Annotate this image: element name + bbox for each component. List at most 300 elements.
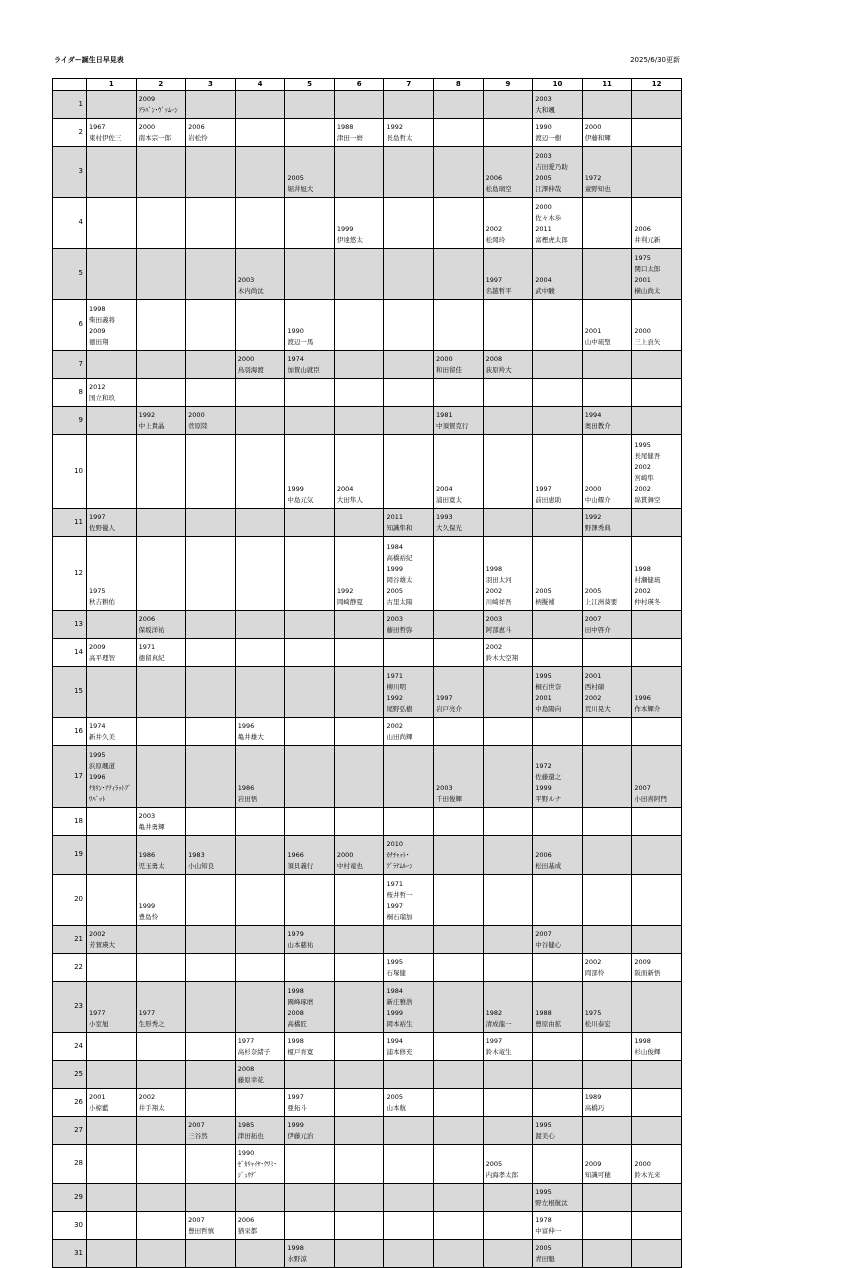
- birth-year: 1990: [287, 327, 304, 335]
- birthday-cell: [235, 1061, 285, 1089]
- birthday-cell: [632, 351, 682, 379]
- birthday-cell: [186, 875, 236, 926]
- birthday-cell: [87, 435, 137, 509]
- rider-name: 羽田太河: [485, 576, 512, 584]
- birthday-cell: [533, 435, 583, 509]
- rider-name: ｶﾅﾁｬｯﾄ･: [386, 851, 410, 859]
- birthday-cell: [533, 147, 583, 198]
- birthday-cell: [136, 875, 186, 926]
- birthday-cell: [235, 639, 285, 667]
- birthday-cell: [632, 836, 682, 875]
- birthday-cell: [186, 379, 236, 407]
- day-label: 13: [53, 611, 87, 639]
- birth-year: 1994: [386, 1037, 404, 1045]
- birthday-cell: [87, 875, 137, 926]
- birth-year: 1972: [584, 174, 602, 182]
- birthday-cell: [632, 91, 682, 119]
- birthday-cell: [285, 351, 335, 379]
- birth-year: 2002: [138, 1093, 156, 1101]
- birthday-cell: [136, 119, 186, 147]
- birth-year: 2002: [634, 485, 651, 493]
- day-label: 4: [53, 198, 87, 249]
- birthday-cell: [384, 351, 434, 379]
- day-row: [53, 954, 682, 982]
- rider-name: 伊達悠太: [336, 236, 363, 244]
- birthday-cell: [483, 537, 533, 611]
- rider-name: 佐藤還之: [535, 773, 562, 781]
- month-header: 9: [483, 79, 533, 91]
- birth-year: 1997: [386, 902, 404, 910]
- day-row: [53, 1212, 682, 1240]
- birth-year: 2007: [188, 1216, 205, 1224]
- rider-name: 岡本裕生: [386, 1020, 413, 1028]
- rider-name: 高橋巧: [584, 1104, 605, 1112]
- birthday-cell: [136, 379, 186, 407]
- birth-year: 2000: [584, 485, 602, 493]
- month-header: 1: [87, 79, 137, 91]
- birthday-cell: [533, 746, 583, 808]
- birthday-cell: [434, 1089, 484, 1117]
- birthday-cell: [334, 1117, 384, 1145]
- birthday-cell: [434, 300, 484, 351]
- rider-name: 佐々木歩: [535, 214, 562, 222]
- rider-name: 松岡玲: [485, 236, 506, 244]
- rider-name: 水野涼: [287, 1255, 307, 1263]
- month-header: 2: [136, 79, 186, 91]
- birthday-cell: [384, 249, 434, 300]
- birthday-cell: [235, 954, 285, 982]
- birth-year: 2004: [535, 276, 552, 284]
- birth-year: 1997: [436, 694, 453, 702]
- birthday-cell: [186, 1089, 236, 1117]
- rider-name: 松田基成: [535, 862, 562, 870]
- birthday-cell: [334, 954, 384, 982]
- birthday-cell: [533, 1212, 583, 1240]
- birthday-cell: [334, 537, 384, 611]
- birthday-cell: [186, 435, 236, 509]
- birthday-cell: [384, 1061, 434, 1089]
- birthday-cell: [186, 667, 236, 718]
- birthday-cell: [582, 198, 632, 249]
- birth-year: 1984: [386, 987, 404, 995]
- birth-year: 2000: [336, 851, 354, 859]
- birth-year: 2003: [535, 95, 552, 103]
- rider-name: 東村伊佐三: [89, 134, 122, 142]
- birthday-cell: [582, 836, 632, 875]
- day-label: 28: [53, 1145, 87, 1184]
- birthday-cell: [483, 1061, 533, 1089]
- birthday-cell: [483, 249, 533, 300]
- birthday-cell: [136, 1117, 186, 1145]
- day-label: 29: [53, 1184, 87, 1212]
- birthday-cell: [632, 1089, 682, 1117]
- rider-name: 亜拓斗: [287, 1104, 307, 1112]
- birthday-cell: [235, 611, 285, 639]
- birth-year: 2012: [89, 383, 106, 391]
- rider-name: 横山尚太: [634, 287, 661, 295]
- birthday-cell: [186, 836, 236, 875]
- birthday-cell: [384, 91, 434, 119]
- birthday-cell: [533, 982, 583, 1033]
- day-row: [53, 808, 682, 836]
- birthday-cell: [434, 147, 484, 198]
- birth-year: 2009: [89, 643, 106, 651]
- birth-year: 1971: [138, 643, 156, 651]
- birthday-cell: [582, 435, 632, 509]
- birth-year: 2003: [138, 812, 156, 820]
- day-label: 18: [53, 808, 87, 836]
- birthday-cell: [384, 435, 434, 509]
- birthday-cell: [136, 509, 186, 537]
- birthday-cell: [285, 808, 335, 836]
- birthday-cell: [632, 808, 682, 836]
- rider-name: 平野ルナ: [535, 795, 562, 803]
- birthday-cell: [285, 746, 335, 808]
- birth-year: 2005: [386, 587, 404, 595]
- birthday-cell: [285, 509, 335, 537]
- rider-name: 三上貢矢: [634, 338, 661, 346]
- birth-year: 1997: [485, 276, 503, 284]
- birthday-cell: [136, 351, 186, 379]
- birthday-cell: [582, 639, 632, 667]
- birthday-cell: [186, 1240, 236, 1268]
- birthday-cell: [87, 249, 137, 300]
- birth-year: 2000: [436, 355, 453, 363]
- birthday-cell: [186, 808, 236, 836]
- rider-name: 岡部怜: [584, 969, 605, 977]
- birthday-cell: [87, 1061, 137, 1089]
- birth-year: 1995: [535, 1188, 552, 1196]
- birthday-cell: [384, 537, 434, 611]
- birthday-cell: [186, 537, 236, 611]
- day-label: 30: [53, 1212, 87, 1240]
- rider-name: 江澤伸哉: [535, 185, 562, 193]
- birthday-cell: [334, 249, 384, 300]
- birthday-cell: [186, 198, 236, 249]
- birth-year: 2002: [634, 463, 651, 471]
- birthday-cell: [483, 875, 533, 926]
- birthday-cell: [186, 1184, 236, 1212]
- day-row: [53, 1145, 682, 1184]
- birthday-cell: [434, 119, 484, 147]
- birthday-cell: [87, 1212, 137, 1240]
- birth-year: 2006: [535, 851, 552, 859]
- birth-year: 2001: [634, 276, 651, 284]
- rider-name: ｾﾞｶﾘｬｲﾔ･ｸﾜﾐ･: [237, 1160, 277, 1168]
- rider-name: 童野知也: [584, 185, 611, 193]
- rider-name: 保坂洋祐: [138, 626, 165, 634]
- birthday-cell: [334, 300, 384, 351]
- birthday-cell: [483, 1212, 533, 1240]
- birthday-cell: [235, 1033, 285, 1061]
- birthday-cell: [632, 1212, 682, 1240]
- rider-name: 山本航: [386, 1104, 406, 1112]
- day-label: 23: [53, 982, 87, 1033]
- birthday-cell: [483, 639, 533, 667]
- birth-year: 2000: [584, 123, 602, 131]
- birthday-cell: [533, 1089, 583, 1117]
- birthday-cell: [186, 509, 236, 537]
- month-header: 6: [334, 79, 384, 91]
- birthday-cell: [334, 119, 384, 147]
- day-label: 27: [53, 1117, 87, 1145]
- rider-name: 小山知良: [188, 862, 215, 870]
- birthday-cell: [483, 1240, 533, 1268]
- day-row: [53, 667, 682, 718]
- rider-name: 西村碩: [584, 683, 605, 691]
- birthday-cell: [285, 667, 335, 718]
- birth-year: 2003: [535, 152, 552, 160]
- birthday-cell: [136, 1089, 186, 1117]
- birthday-cell: [632, 379, 682, 407]
- day-row: [53, 746, 682, 808]
- rider-name: 山本慈祐: [287, 941, 314, 949]
- rider-name: 仲村瑛冬: [634, 598, 661, 606]
- rider-name: 関口太郎: [634, 265, 661, 273]
- day-row: [53, 509, 682, 537]
- birthday-cell: [334, 407, 384, 435]
- birthday-cell: [87, 1145, 137, 1184]
- birthday-cell: [384, 746, 434, 808]
- birthday-cell: [334, 1240, 384, 1268]
- rider-name: 鳥羽海渡: [237, 366, 264, 374]
- rider-name: 作本輝介: [634, 705, 661, 713]
- birthday-cell: [632, 718, 682, 746]
- birth-year: 2007: [584, 615, 602, 623]
- birth-year: 1999: [287, 485, 304, 493]
- rider-name: 小室旭: [89, 1020, 109, 1028]
- birth-year: 1995: [634, 441, 651, 449]
- birthday-cell: [533, 537, 583, 611]
- rider-name: 津田一磨: [336, 134, 363, 142]
- rider-name: 井手翔太: [138, 1104, 165, 1112]
- birth-year: 2005: [535, 587, 552, 595]
- birth-year: 1995: [535, 672, 552, 680]
- rider-name: 大久保光: [436, 524, 463, 532]
- birth-year: 1972: [535, 762, 552, 770]
- rider-name: 菅原陸: [188, 422, 208, 430]
- birthday-cell: [334, 611, 384, 639]
- birthday-cell: [136, 249, 186, 300]
- birthday-cell: [582, 147, 632, 198]
- rider-name: 山田尚輝: [386, 733, 413, 741]
- birthday-cell: [632, 667, 682, 718]
- rider-name: 阪面新悟: [634, 969, 661, 977]
- birthday-cell: [533, 1117, 583, 1145]
- day-label: 20: [53, 875, 87, 926]
- birthday-cell: [434, 808, 484, 836]
- birthday-cell: [483, 718, 533, 746]
- birthday-cell: [334, 509, 384, 537]
- birthday-cell: [632, 982, 682, 1033]
- birthday-cell: [483, 435, 533, 509]
- month-header: 7: [384, 79, 434, 91]
- birth-year: 2011: [535, 225, 552, 233]
- birthday-cell: [136, 300, 186, 351]
- rider-name: 桜井哲一: [386, 891, 413, 899]
- birthday-cell: [285, 611, 335, 639]
- day-rows: [53, 91, 682, 1268]
- birth-year: 2007: [634, 784, 651, 792]
- birthday-cell: [582, 611, 632, 639]
- birthday-cell: [186, 746, 236, 808]
- birth-year: 1995: [386, 958, 404, 966]
- birthday-cell: [87, 808, 137, 836]
- birth-year: 2010: [386, 840, 404, 848]
- birth-year: 2009: [138, 95, 156, 103]
- rider-name: 中須賀克行: [436, 422, 469, 430]
- birth-year: 2000: [535, 203, 552, 211]
- birthday-cell: [136, 537, 186, 611]
- birthday-cell: [582, 746, 632, 808]
- rider-name: 山中琉聖: [584, 338, 611, 346]
- birthday-cell: [87, 91, 137, 119]
- birthday-cell: [434, 379, 484, 407]
- birthday-cell: [434, 91, 484, 119]
- birthday-cell: [334, 147, 384, 198]
- birthday-cell: [632, 611, 682, 639]
- rider-name: 徳留真紀: [138, 654, 165, 662]
- birthday-cell: [285, 91, 335, 119]
- birthday-cell: [136, 611, 186, 639]
- birthday-cell: [483, 926, 533, 954]
- birth-year: 2004: [336, 485, 354, 493]
- birthday-cell: [334, 1033, 384, 1061]
- birth-year: 2000: [138, 123, 156, 131]
- day-label: 24: [53, 1033, 87, 1061]
- day-row: [53, 836, 682, 875]
- birthday-cell: [235, 667, 285, 718]
- birthday-cell: [186, 300, 236, 351]
- birthday-cell: [483, 91, 533, 119]
- day-label: 17: [53, 746, 87, 808]
- birthday-cell: [334, 1061, 384, 1089]
- birthday-cell: [483, 1145, 533, 1184]
- birth-year: 2011: [386, 513, 404, 521]
- rider-name: 岡崎静夏: [336, 598, 363, 606]
- rider-name: 児玉勇太: [138, 862, 165, 870]
- rider-name: 柳川明: [386, 683, 406, 691]
- birthday-cell: [235, 1089, 285, 1117]
- birthday-cell: [186, 1145, 236, 1184]
- birthday-cell: [483, 982, 533, 1033]
- rider-name: 高橋裕紀: [386, 554, 413, 562]
- birthday-cell: [87, 1089, 137, 1117]
- rider-name: 岩戸亮介: [436, 705, 463, 713]
- birthday-cell: [384, 611, 434, 639]
- birthday-cell: [434, 1212, 484, 1240]
- birthday-cell: [186, 407, 236, 435]
- birth-year: 2003: [237, 276, 255, 284]
- birth-year: 1992: [336, 587, 354, 595]
- rider-name: 青田魁: [535, 1255, 555, 1263]
- birthday-cell: [235, 836, 285, 875]
- rider-name: 伊藤元治: [287, 1132, 314, 1140]
- day-label: 26: [53, 1089, 87, 1117]
- rider-name: 奥田教介: [584, 422, 611, 430]
- rider-name: 武中駿: [535, 287, 555, 295]
- rider-name: 南本宗一郎: [138, 134, 172, 142]
- rider-name: 亀井雄大: [237, 733, 264, 741]
- rider-name: 豊島怜: [138, 913, 159, 921]
- birth-year: 1977: [237, 1037, 255, 1045]
- birthday-cell: [483, 1089, 533, 1117]
- month-header: 12: [632, 79, 682, 91]
- rider-name: 榎戸育寛: [287, 1048, 314, 1056]
- birth-year: 2009: [584, 1160, 602, 1168]
- birthday-cell: [136, 926, 186, 954]
- birthday-cell: [235, 351, 285, 379]
- birthday-cell: [285, 1033, 335, 1061]
- birth-year: 1966: [287, 851, 304, 859]
- rider-name: 中村竜也: [336, 862, 363, 870]
- birthday-cell: [285, 1240, 335, 1268]
- birthday-cell: [136, 1184, 186, 1212]
- birthday-cell: [285, 407, 335, 435]
- birthday-cell: [533, 1033, 583, 1061]
- birth-year: 1982: [485, 1009, 503, 1017]
- birth-year: 2008: [287, 1009, 304, 1017]
- birthday-cell: [87, 1240, 137, 1268]
- rider-name: 高橋匠: [287, 1020, 307, 1028]
- birth-year: 2008: [485, 355, 503, 363]
- rider-name: 野澤秀典: [584, 524, 611, 532]
- rider-name: 荻原羚大: [485, 366, 512, 374]
- birthday-cell: [434, 407, 484, 435]
- rider-name: 田中啓介: [584, 626, 611, 634]
- birthday-cell: [285, 147, 335, 198]
- birthday-cell: [285, 379, 335, 407]
- birthday-cell: [483, 746, 533, 808]
- birthday-cell: [582, 982, 632, 1033]
- birthday-cell: [434, 926, 484, 954]
- birthday-cell: [483, 667, 533, 718]
- rider-name: 大和颯: [535, 106, 555, 114]
- birth-year: 1971: [386, 672, 404, 680]
- birthday-cell: [533, 249, 583, 300]
- birthday-cell: [483, 198, 533, 249]
- birthday-cell: [384, 379, 434, 407]
- month-header: 5: [285, 79, 335, 91]
- birthday-cell: [384, 300, 434, 351]
- rider-name: 富樫虎太郎: [535, 236, 568, 244]
- birthday-cell: [87, 407, 137, 435]
- birthday-cell: [434, 1061, 484, 1089]
- birthday-cell: [186, 1061, 236, 1089]
- birthday-cell: [384, 718, 434, 746]
- birth-year: 2006: [138, 615, 156, 623]
- birthday-cell: [235, 249, 285, 300]
- corner-cell: [53, 79, 87, 91]
- rider-name: 國峰琢磨: [287, 998, 314, 1006]
- birthday-cell: [334, 351, 384, 379]
- birth-year: 2001: [584, 327, 602, 335]
- birthday-cell: [434, 537, 484, 611]
- birthday-cell: [384, 407, 434, 435]
- day-row: [53, 926, 682, 954]
- birth-year: 2005: [485, 1160, 503, 1168]
- birth-year: 1997: [287, 1093, 304, 1101]
- birthday-cell: [136, 746, 186, 808]
- birthday-cell: [235, 1145, 285, 1184]
- rider-name: 阿部恵斗: [485, 626, 512, 634]
- birth-year: 2003: [386, 615, 404, 623]
- rider-name: 国立和玖: [89, 394, 115, 402]
- birthday-cell: [285, 954, 335, 982]
- birthday-cell: [334, 982, 384, 1033]
- birthday-cell: [632, 198, 682, 249]
- birth-year: 1999: [336, 225, 354, 233]
